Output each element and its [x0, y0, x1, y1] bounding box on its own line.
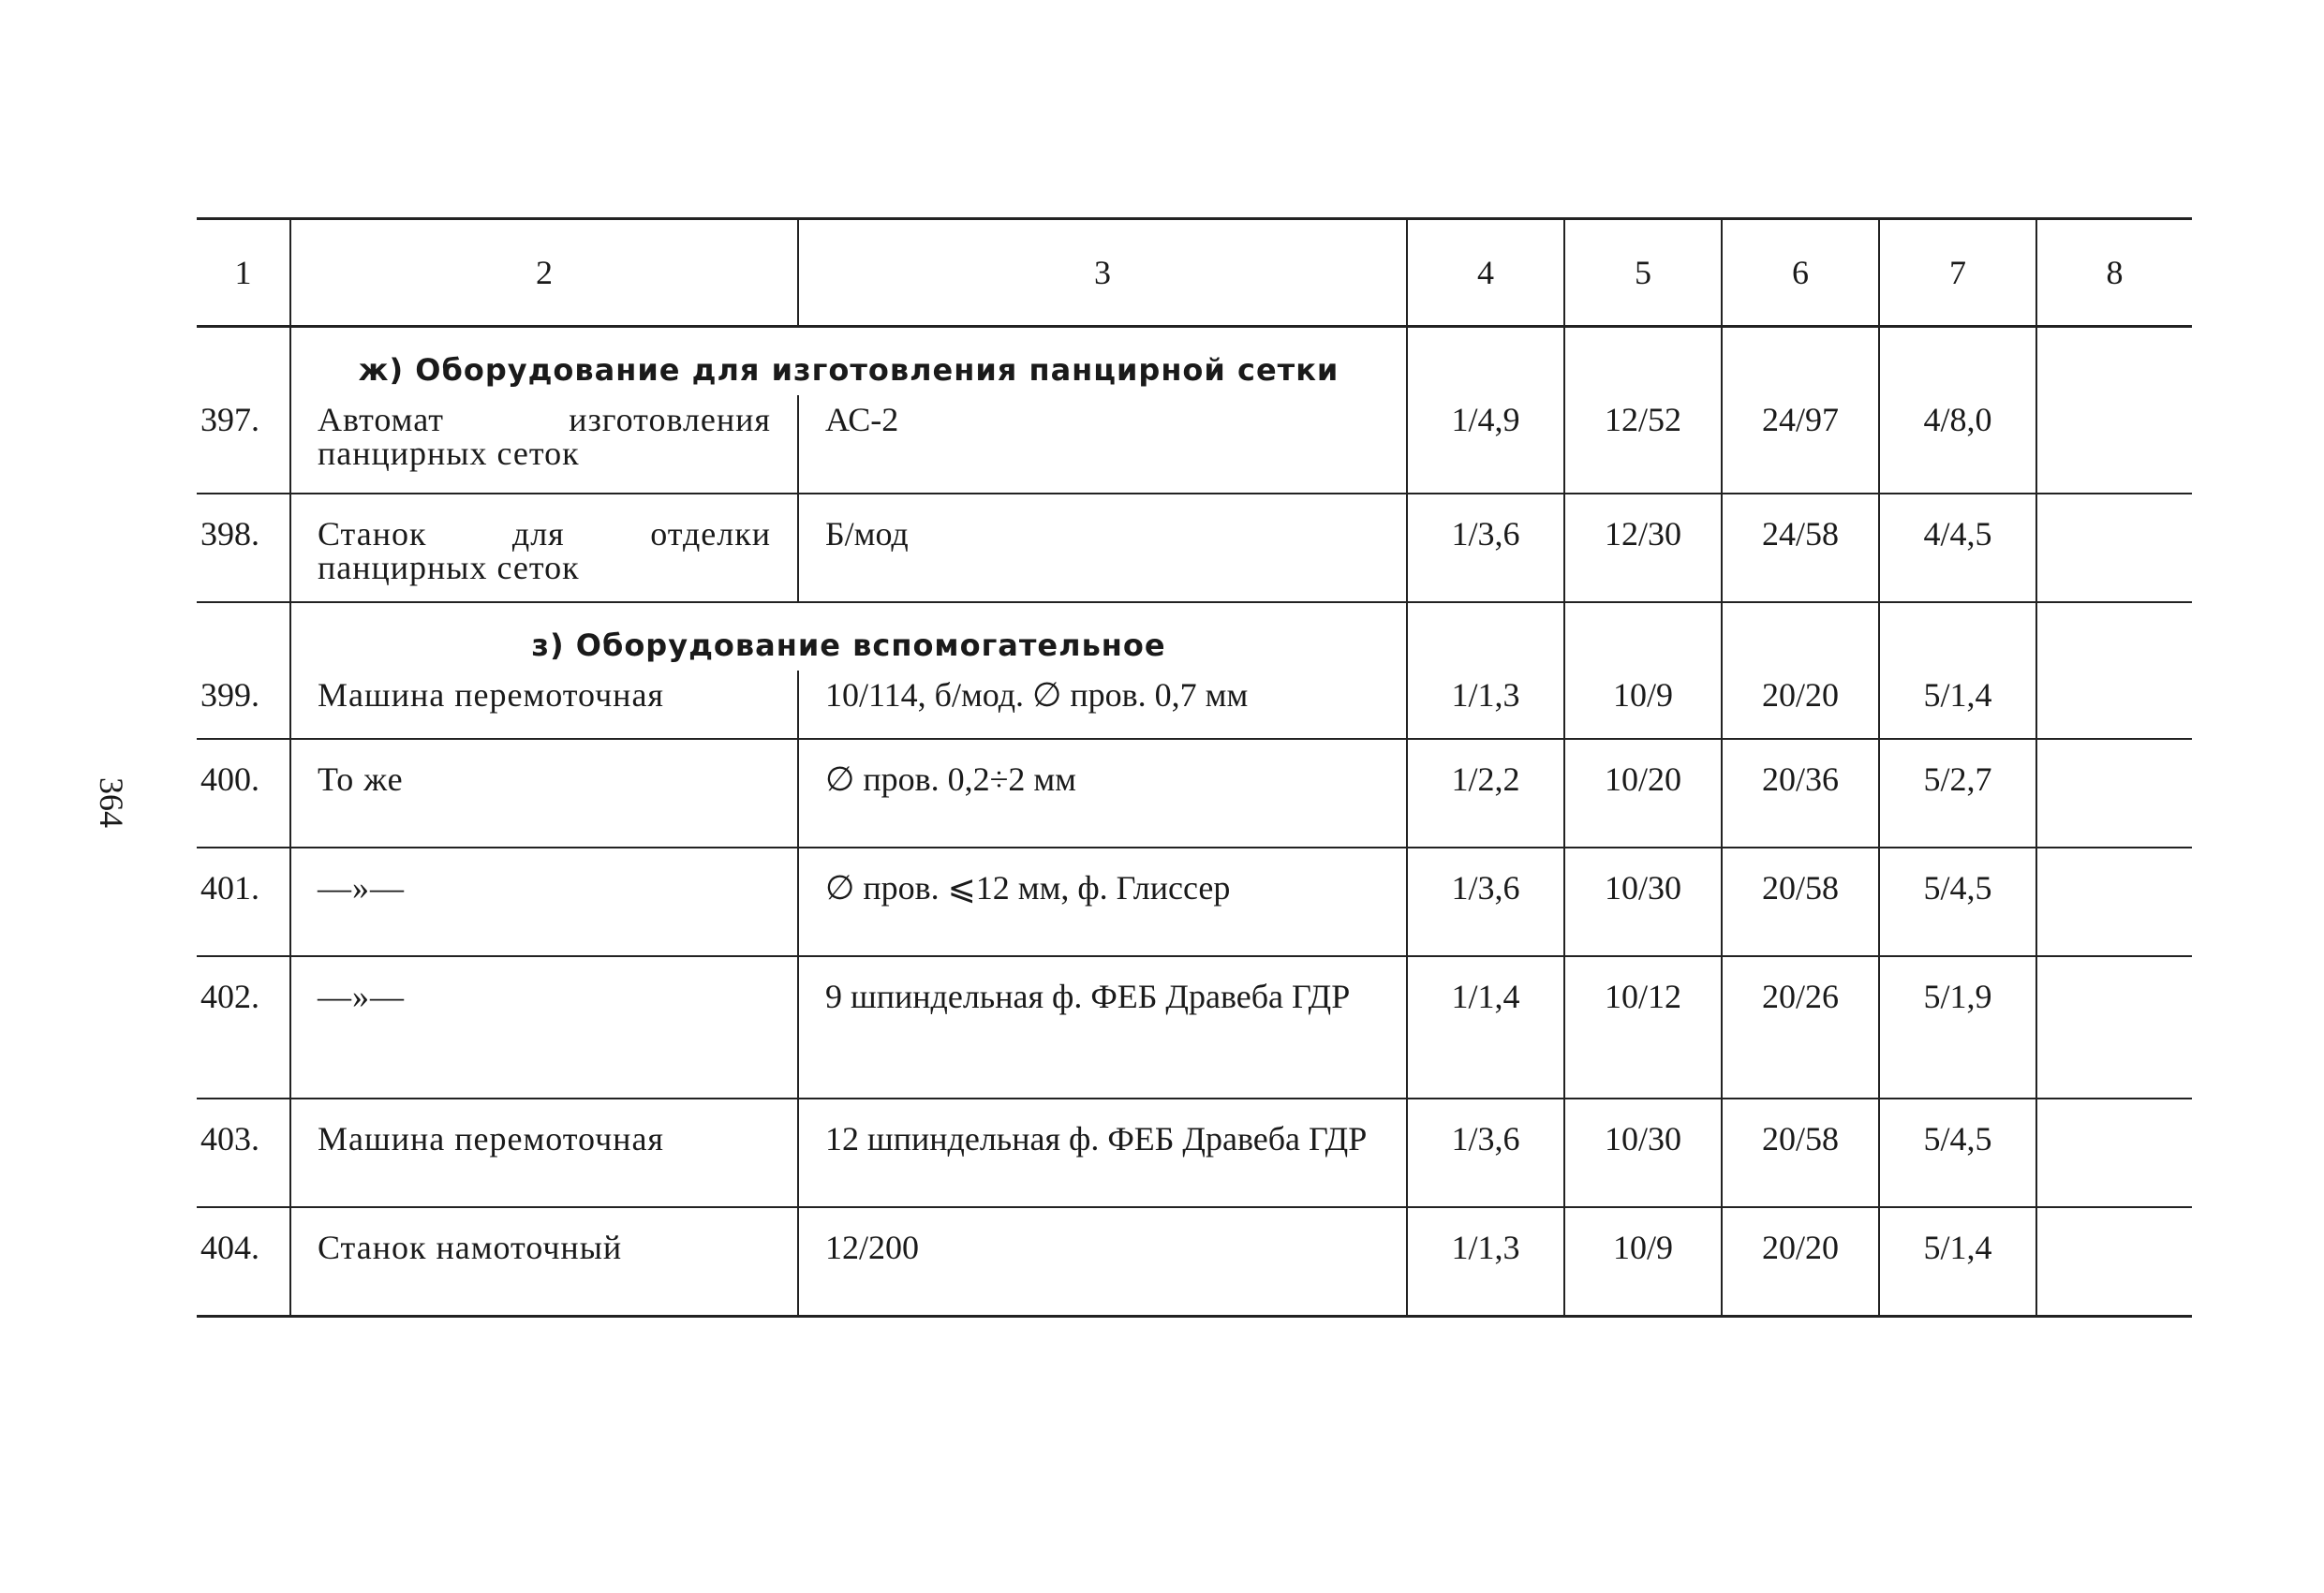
table-row: [197, 395, 2192, 494]
table-row: [197, 1207, 2192, 1317]
equipment-name: [290, 1207, 798, 1317]
row-number: 400.: [197, 739, 290, 848]
row-number: 399.: [197, 671, 290, 739]
equipment-name-text: —»—: [318, 869, 405, 907]
column-header-5: 5: [1564, 219, 1722, 327]
equipment-name: [290, 494, 798, 602]
col6-value: 20/20: [1722, 671, 1879, 739]
col4-value: 1/3,6: [1407, 848, 1564, 956]
col4-value: 1/3,6: [1407, 494, 1564, 602]
row-number: 402.: [197, 956, 290, 1099]
col8-value: [2036, 956, 2192, 1099]
col6-value: 24/97: [1722, 395, 1879, 494]
row-number: 403.: [197, 1099, 290, 1207]
col6-value: 20/20: [1722, 1207, 1879, 1317]
column-header-1: 1: [197, 219, 290, 327]
equipment-name-text: Станок намоточный: [318, 1229, 623, 1266]
col5-value: 12/52: [1564, 395, 1722, 494]
col4-value: 1/4,9: [1407, 395, 1564, 494]
blank-cell: [197, 602, 290, 671]
equipment-name-text: То же: [318, 760, 404, 798]
equipment-name: [290, 956, 798, 1099]
header-row: [197, 219, 2192, 327]
equipment-model: ∅ пров. ⩽12 мм, ф. Глиссер: [798, 848, 1407, 956]
equipment-name-text: Станок для отделки панцирных сеток: [318, 515, 771, 586]
col8-value: [2036, 739, 2192, 848]
blank-cell: [1722, 327, 1879, 396]
column-header-6: 6: [1722, 219, 1879, 327]
col7-value: 5/4,5: [1879, 848, 2036, 956]
blank-cell: [1564, 327, 1722, 396]
col4-value: 1/1,4: [1407, 956, 1564, 1099]
col8-value: [2036, 395, 2192, 494]
col4-value: 1/3,6: [1407, 1099, 1564, 1207]
col6-value: 20/36: [1722, 739, 1879, 848]
row-number: 401.: [197, 848, 290, 956]
equipment-model: 12 шпиндельная ф. ФЕБ Дравеба ГДР: [798, 1099, 1407, 1207]
col7-value: 4/4,5: [1879, 494, 2036, 602]
blank-cell: [197, 327, 290, 396]
column-header-4: 4: [1407, 219, 1564, 327]
blank-cell: [1564, 602, 1722, 671]
page-number: 364: [93, 777, 130, 828]
col8-value: [2036, 494, 2192, 602]
col7-value: 5/1,4: [1879, 1207, 2036, 1317]
equipment-model: 12/200: [798, 1207, 1407, 1317]
equipment-model: Б/мод: [798, 494, 1407, 602]
col7-value: 4/8,0: [1879, 395, 2036, 494]
col5-value: 10/30: [1564, 848, 1722, 956]
equipment-model: 9 шпиндельная ф. ФЕБ Дравеба ГДР: [798, 956, 1407, 1099]
col5-value: 10/12: [1564, 956, 1722, 1099]
section-title: ж) Оборудование для изготовления панцирной сетки: [290, 327, 1407, 396]
col5-value: 10/20: [1564, 739, 1722, 848]
col6-value: 24/58: [1722, 494, 1879, 602]
equipment-name-text: Машина перемоточная: [318, 1120, 664, 1158]
col5-value: 10/30: [1564, 1099, 1722, 1207]
equipment-name-text: Машина перемоточная: [318, 676, 664, 714]
blank-cell: [2036, 602, 2192, 671]
row-number: 397.: [197, 395, 290, 494]
table-row: [197, 739, 2192, 848]
col5-value: 10/9: [1564, 671, 1722, 739]
table-row: [197, 494, 2192, 602]
section-title: з) Оборудование вспомогательное: [290, 602, 1407, 671]
blank-cell: [1879, 327, 2036, 396]
table-header: [197, 219, 2192, 327]
blank-cell: [1407, 602, 1564, 671]
section-row: [197, 327, 2192, 396]
column-header-3: 3: [798, 219, 1407, 327]
col5-value: 12/30: [1564, 494, 1722, 602]
equipment-name-text: —»—: [318, 978, 405, 1015]
col8-value: [2036, 671, 2192, 739]
row-number: 398.: [197, 494, 290, 602]
equipment-table: [197, 217, 2192, 1318]
equipment-name: [290, 739, 798, 848]
section-row: [197, 602, 2192, 671]
col4-value: 1/2,2: [1407, 739, 1564, 848]
col4-value: 1/1,3: [1407, 671, 1564, 739]
table-row: [197, 848, 2192, 956]
equipment-name-text: Автомат изготовления панцирных сеток: [318, 401, 771, 472]
blank-cell: [1722, 602, 1879, 671]
table-row: [197, 956, 2192, 1099]
col7-value: 5/4,5: [1879, 1099, 2036, 1207]
equipment-name: [290, 1099, 798, 1207]
equipment-name: [290, 848, 798, 956]
col6-value: 20/58: [1722, 1099, 1879, 1207]
equipment-model: ∅ пров. 0,2÷2 мм: [798, 739, 1407, 848]
col8-value: [2036, 1207, 2192, 1317]
col7-value: 5/2,7: [1879, 739, 2036, 848]
col4-value: 1/1,3: [1407, 1207, 1564, 1317]
table-row: [197, 1099, 2192, 1207]
col6-value: 20/26: [1722, 956, 1879, 1099]
row-number: 404.: [197, 1207, 290, 1317]
col6-value: 20/58: [1722, 848, 1879, 956]
blank-cell: [1407, 327, 1564, 396]
column-header-2: 2: [290, 219, 798, 327]
equipment-name: [290, 395, 798, 494]
column-header-7: 7: [1879, 219, 2036, 327]
col7-value: 5/1,4: [1879, 671, 2036, 739]
blank-cell: [2036, 327, 2192, 396]
blank-cell: [1879, 602, 2036, 671]
col8-value: [2036, 1099, 2192, 1207]
equipment-name: [290, 671, 798, 739]
table-row: [197, 671, 2192, 739]
col7-value: 5/1,9: [1879, 956, 2036, 1099]
equipment-model: 10/114, б/мод. ∅ пров. 0,7 мм: [798, 671, 1407, 739]
col8-value: [2036, 848, 2192, 956]
equipment-model: АС-2: [798, 395, 1407, 494]
column-header-8: 8: [2036, 219, 2192, 327]
col5-value: 10/9: [1564, 1207, 1722, 1317]
